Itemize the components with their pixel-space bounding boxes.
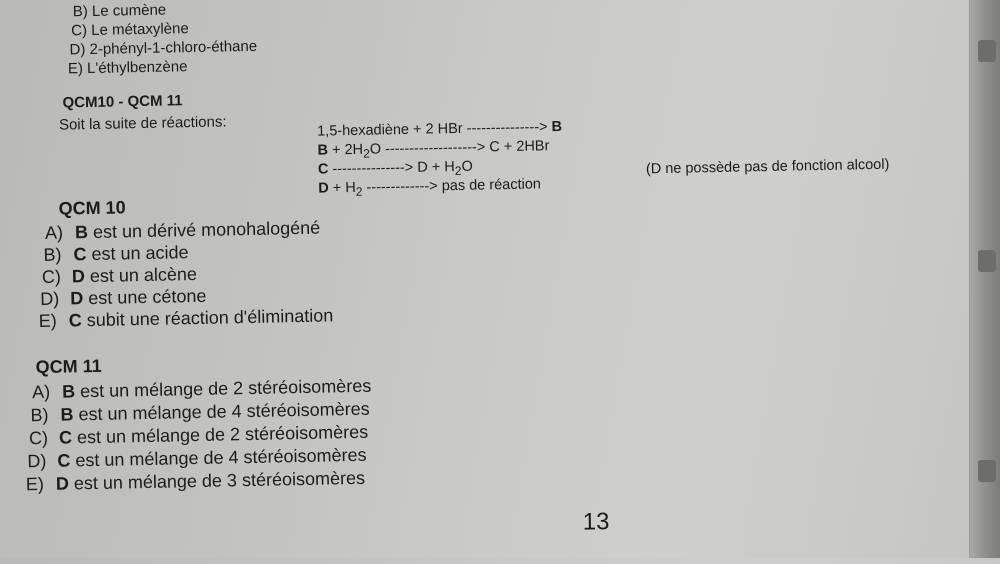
- option-letter: D): [27, 450, 47, 472]
- option-text: est un mélange de 2 stéréoisomères: [74, 375, 372, 402]
- option-text: est un alcène: [84, 263, 198, 287]
- qcm10-option-b: [43, 242, 188, 266]
- reaction-1-right: B: [551, 118, 563, 136]
- option-subject: D: [70, 288, 84, 309]
- prev-option-b: B) Le cumène: [72, 1, 167, 21]
- option-letter: E): [25, 473, 45, 495]
- option-subject: D: [71, 266, 86, 287]
- option-text: est un acide: [86, 242, 189, 265]
- option-text: est un mélange de 2 stéréoisomères: [71, 421, 369, 448]
- reaction-3-right: D + H: [417, 159, 455, 176]
- option-subject: B: [74, 222, 89, 243]
- option-text: est un mélange de 4 stéréoisomères: [73, 398, 370, 425]
- prev-option-d: D) 2-phényl-1-chloro-éthane: [69, 37, 258, 59]
- reaction-2-left-end: O: [369, 141, 382, 158]
- option-subject: C: [58, 427, 73, 448]
- qcm10-title: QCM 10: [58, 197, 126, 219]
- reaction-1-left: 1,5-hexadiène + 2 HBr: [317, 120, 463, 140]
- option-text: est une cétone: [83, 285, 207, 309]
- reaction-2-subscript: 2: [362, 146, 370, 161]
- qcm11-option-e: [26, 468, 366, 496]
- reaction-3-reactant: C: [317, 161, 329, 178]
- option-letter: C): [28, 427, 49, 449]
- option-letter: B): [30, 404, 49, 426]
- option-letter: D): [40, 288, 60, 309]
- qcm11-title: QCM 11: [35, 355, 102, 378]
- reaction-4-reactant: D: [318, 180, 329, 197]
- option-subject: B: [60, 404, 74, 425]
- option-subject: D: [55, 473, 70, 494]
- option-subject: C: [57, 450, 71, 471]
- reaction-4-subscript: 2: [355, 184, 363, 199]
- option-letter: A): [44, 222, 64, 243]
- prev-option-c: C) Le métaxylène: [71, 20, 189, 40]
- qcm10-option-a: [45, 218, 321, 244]
- reaction-2-arrow: ------------------->: [384, 139, 486, 158]
- qcm10-option-c: [42, 264, 197, 288]
- option-letter: B): [43, 244, 62, 265]
- reaction-3-subscript: 2: [454, 163, 462, 178]
- reaction-4: [318, 176, 541, 199]
- qcm10-option-e: [39, 305, 334, 332]
- reaction-intro: Soit la suite de réactions:: [58, 113, 227, 134]
- reaction-4-left: + H: [328, 179, 356, 197]
- option-subject: C: [73, 244, 87, 265]
- option-text: subit une réaction d'élimination: [81, 305, 334, 331]
- page-number: 13: [582, 508, 610, 536]
- option-letter: A): [31, 381, 51, 403]
- reaction-2: [317, 138, 549, 161]
- section-title: QCM10 - QCM 11: [62, 92, 183, 112]
- prev-option-e: E) L'éthylbenzène: [67, 58, 188, 78]
- reaction-2-reactant: B: [317, 142, 329, 159]
- option-text: est un mélange de 3 stéréoisomères: [68, 467, 366, 494]
- qcm10-option-d: [40, 286, 206, 310]
- option-subject: C: [68, 310, 82, 331]
- option-subject: B: [61, 381, 76, 402]
- option-letter: E): [38, 310, 57, 332]
- reaction-3-note: (D ne possède pas de fonction alcool): [645, 156, 890, 178]
- reaction-4-arrow: ------------->: [366, 178, 438, 196]
- reaction-4-right: pas de réaction: [441, 176, 542, 195]
- reaction-3-right-end: O: [461, 158, 473, 175]
- reaction-1: [317, 119, 562, 140]
- option-text: est un dérivé monohalogéné: [87, 217, 321, 243]
- reaction-2-left: + 2H: [327, 141, 364, 159]
- reaction-2-right: C + 2HBr: [489, 138, 550, 156]
- option-letter: C): [41, 266, 62, 287]
- reaction-1-arrow: --------------->: [466, 119, 548, 137]
- option-text: est un mélange de 4 stéréoisomères: [70, 444, 367, 471]
- reaction-3-arrow: --------------->: [332, 159, 414, 178]
